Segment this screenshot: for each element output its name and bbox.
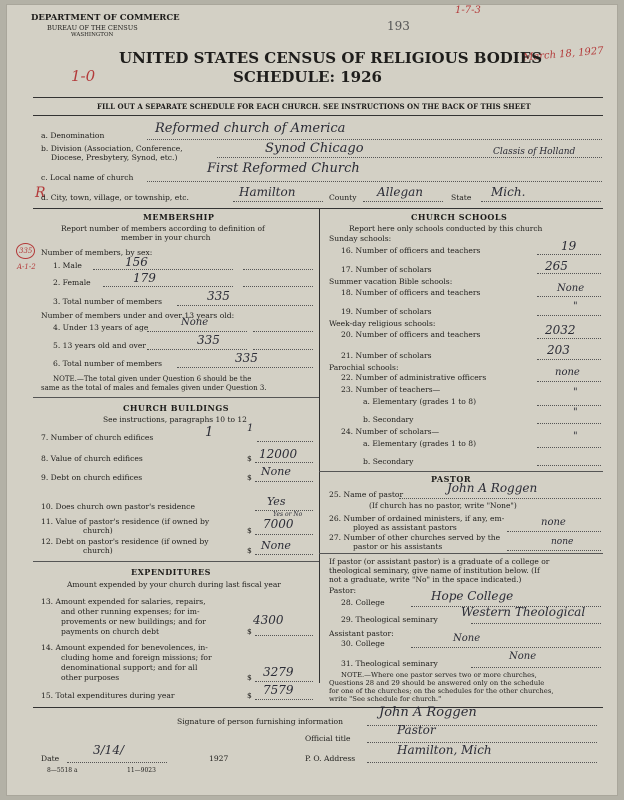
- dollar-sign-9: $: [247, 473, 252, 482]
- census-form: [6, 4, 618, 796]
- expense-15-label: 15. Total expenditures during year: [41, 691, 175, 700]
- edifices-mark: 1: [247, 423, 254, 434]
- q24-label: 24. Number of scholars—: [341, 427, 440, 436]
- assistant-pastor-label: Assistant pastor:: [329, 629, 394, 638]
- membership-note-2: same as the total of males and females given under Question 3.: [41, 384, 267, 392]
- official-title-value: Pastor: [397, 723, 436, 737]
- q21-value: 203: [547, 343, 570, 357]
- county-label: County: [329, 193, 357, 202]
- pastor-note-2: Questions 28 and 29 should be answered only on the schedule: [329, 679, 545, 687]
- summer-schools-label: Summer vacation Bible schools:: [329, 277, 453, 286]
- q31-value: None: [509, 651, 537, 662]
- graduate-note-3: not a graduate, write "No" in the space indicated.): [329, 575, 522, 584]
- church-value-label: 8. Value of church edifices: [41, 454, 143, 463]
- expense-14-l2: cluding home and foreign missions; for: [61, 653, 212, 662]
- q23b-value: ": [573, 407, 578, 418]
- q27-label: 27. Number of other churches served by the: [329, 533, 501, 542]
- schedule-title: SCHEDULE: 1926: [233, 68, 382, 86]
- circled-sub: A-1-2: [17, 263, 36, 271]
- buildings-instr: See instructions, paragraphs 10 to 12: [103, 415, 247, 424]
- graduate-note-2: theological seminary, give name of institution below. (If: [329, 566, 540, 575]
- q23a-value: ": [573, 387, 578, 398]
- expense-15-value: 7579: [263, 683, 294, 697]
- schools-intro: Report here only schools conducted by this church: [349, 224, 543, 233]
- state-label: State: [451, 193, 472, 202]
- q28-value: Hope College: [431, 589, 514, 603]
- female-value: 179: [133, 271, 156, 285]
- date-value: 3/14/: [93, 743, 124, 757]
- county-value: Allegan: [377, 185, 424, 199]
- over-13-value: 335: [197, 333, 220, 347]
- q22-value: none: [555, 367, 580, 378]
- q23b-label: b. Secondary: [363, 415, 414, 424]
- membership-note-1: NOTE.—The total given under Question 6 should be the: [53, 375, 252, 383]
- q24a-label: a. Elementary (grades 1 to 8): [363, 439, 477, 448]
- po-address-value: Hamilton, Mich: [397, 743, 492, 757]
- parsonage-note: Yes or No: [273, 511, 303, 518]
- q23a-label: a. Elementary (grades 1 to 8): [363, 397, 477, 406]
- division-label: b. Division (Association, Conference,: [41, 144, 183, 153]
- city-label-field: d. City, town, village, or township, etc.: [41, 193, 189, 202]
- q31-label: 31. Theological seminary: [341, 659, 438, 668]
- form-title: UNITED STATES CENSUS OF RELIGIOUS BODIES: [119, 49, 543, 67]
- q24b-label: b. Secondary: [363, 457, 414, 466]
- state-value: Mich.: [491, 185, 526, 199]
- circled-note: 335: [16, 243, 35, 259]
- under-13-value: None: [181, 317, 209, 328]
- bureau-label: BUREAU OF THE CENSUS: [47, 24, 138, 32]
- q30-value: None: [453, 633, 481, 644]
- instruction-line: FILL OUT A SEPARATE SCHEDULE FOR EACH CHURCH. SEE INSTRUCTIONS ON THE BACK OF THIS SHEET: [97, 102, 531, 111]
- schools-heading: CHURCH SCHOOLS: [411, 212, 508, 222]
- parsonage-label: 10. Does church own pastor's residence: [41, 502, 195, 511]
- q27-value: none: [551, 537, 574, 547]
- q20-value: 2032: [545, 323, 576, 337]
- form-number: 193: [387, 19, 410, 33]
- debt-value: None: [261, 465, 291, 478]
- parsonage-value-label-2: church): [83, 526, 113, 535]
- city-value: Hamilton: [239, 185, 296, 199]
- q16-value: 19: [561, 239, 577, 253]
- membership-heading: MEMBERSHIP: [143, 212, 215, 222]
- over-13-label: 5. 13 years old and over: [53, 341, 146, 350]
- q29-label: 29. Theological seminary: [341, 615, 438, 624]
- dollar-sign-13: $: [247, 627, 252, 636]
- pastor-note-3: for one of the churches; on the schedules for the other churches,: [329, 687, 554, 695]
- expense-14-l4: other purposes: [61, 673, 120, 682]
- total-members-6-label: 6. Total number of members: [53, 359, 163, 368]
- dollar-sign-8: $: [247, 454, 252, 463]
- margin-mark: 1-0: [71, 67, 96, 85]
- dollar-sign-11: $: [247, 526, 252, 535]
- q26-label: 26. Number of ordained ministers, if any, em-: [329, 514, 505, 523]
- expense-13-l1: 13. Amount expended for salaries, repairs,: [41, 597, 206, 606]
- q28-label: 28. College: [341, 598, 385, 607]
- denomination-value: Reformed church of America: [155, 121, 346, 136]
- buildings-heading: CHURCH BUILDINGS: [123, 403, 229, 413]
- parsonage-debt-label: 12. Debt on pastor's residence (if owned by: [41, 537, 209, 546]
- pastor-note-4: write "See schedule for church.": [329, 695, 442, 703]
- total-members-value: 335: [207, 289, 230, 303]
- q19-value: ": [573, 301, 578, 312]
- pastor-heading: PASTOR: [431, 474, 471, 484]
- po-address-label: P. O. Address: [305, 754, 356, 763]
- church-name-label: c. Local name of church: [41, 173, 134, 182]
- q30-label: 30. College: [341, 639, 385, 648]
- q27-label-2: pastor or his assistants: [353, 542, 443, 551]
- edifices-label: 7. Number of church edifices: [41, 433, 154, 442]
- expense-13-l2: and other running expenses; for im-: [61, 607, 200, 616]
- members-by-sex-label: Number of members, by sex:: [41, 248, 153, 257]
- dollar-sign-12: $: [247, 546, 252, 555]
- male-value: 156: [125, 255, 148, 269]
- pastor-note-1: NOTE.—Where one pastor serves two or more churches,: [341, 671, 537, 679]
- church-value-value: 12000: [259, 447, 298, 461]
- form-code-2: 11—9023: [127, 767, 156, 774]
- pastor-sub-label: Pastor:: [329, 586, 357, 595]
- q29-value: Western Theological: [461, 605, 586, 619]
- q18-value: None: [557, 283, 585, 294]
- q25-label: 25. Name of pastor: [329, 490, 404, 499]
- q26-value: none: [541, 517, 566, 528]
- city-label: WASHINGTON: [71, 32, 114, 38]
- expense-13-value: 4300: [253, 613, 284, 627]
- q21-label: 21. Number of scholars: [341, 351, 432, 360]
- signature-label: Signature of person furnishing information: [177, 717, 343, 726]
- official-title-label: Official title: [305, 734, 351, 743]
- q16-label: 16. Number of officers and teachers: [341, 246, 481, 255]
- parsonage-debt-label-2: church): [83, 546, 113, 555]
- q17-value: 265: [545, 259, 568, 273]
- church-name-value: First Reformed Church: [207, 161, 360, 176]
- date-label: Date: [41, 754, 60, 763]
- expense-14-value: 3279: [263, 665, 294, 679]
- division-label-2: Diocese, Presbytery, Synod, etc.): [51, 153, 178, 162]
- form-code: 8—5518 a: [47, 767, 78, 774]
- total-members-6-value: 335: [235, 351, 258, 365]
- under-13-label: 4. Under 13 years of age: [53, 323, 149, 332]
- dollar-sign-14: $: [247, 673, 252, 682]
- denomination-label: a. Denomination: [41, 131, 105, 140]
- expenditures-heading: EXPENDITURES: [131, 567, 211, 577]
- parsonage-value-label: 11. Value of pastor's residence (if owned by: [41, 517, 210, 526]
- expense-14-l1: 14. Amount expended for benevolences, in-: [41, 643, 208, 652]
- top-annotation: 1-7-3: [455, 5, 481, 16]
- weekday-schools-label: Week-day religious schools:: [329, 319, 436, 328]
- edifices-value: 1: [205, 425, 214, 440]
- expense-14-l3: denominational support; and for all: [61, 663, 198, 672]
- expense-13-l4: payments on church debt: [61, 627, 159, 636]
- q25-value: John A Roggen: [447, 481, 538, 495]
- parochial-schools-label: Parochial schools:: [329, 363, 399, 372]
- margin-r: R: [35, 185, 46, 201]
- signature-value: John A Roggen: [379, 705, 477, 720]
- sunday-schools-label: Sunday schools:: [329, 234, 392, 243]
- debt-label: 9. Debt on church edifices: [41, 473, 143, 482]
- graduate-note-1: If pastor (or assistant pastor) is a graduate of a college or: [329, 557, 550, 566]
- q19-label: 19. Number of scholars: [341, 307, 432, 316]
- members-under-over-label: Number of members under and over 13 years old:: [41, 311, 235, 320]
- q18-label: 18. Number of officers and teachers: [341, 288, 481, 297]
- q26-label-2: ployed as assistant pastors: [353, 523, 457, 532]
- year-label: 1927: [209, 754, 229, 763]
- q20-label: 20. Number of officers and teachers: [341, 330, 481, 339]
- q22-label: 22. Number of administrative officers: [341, 373, 487, 382]
- department-label: DEPARTMENT OF COMMERCE: [31, 13, 180, 23]
- division-note: Classis of Holland: [493, 147, 576, 157]
- expense-13-l3: provements or new buildings; and for: [61, 617, 206, 626]
- parsonage-debt-value: None: [261, 539, 291, 552]
- expenditures-intro: Amount expended by your church during last fiscal year: [67, 580, 281, 589]
- membership-intro-2: member in your church: [121, 233, 211, 242]
- male-label: 1. Male: [53, 261, 82, 270]
- q17-label: 17. Number of scholars: [341, 265, 432, 274]
- q24a-value: ": [573, 431, 578, 442]
- female-label: 2. Female: [53, 278, 91, 287]
- received-date: March 18, 1927: [522, 45, 605, 64]
- dollar-sign-15: $: [247, 691, 252, 700]
- q25-note: (If church has no pastor, write "None"): [369, 501, 517, 510]
- membership-intro-1: Report number of members according to definition of: [61, 224, 265, 233]
- parsonage-amount: 7000: [263, 517, 294, 531]
- q23-label: 23. Number of teachers—: [341, 385, 441, 394]
- division-value: Synod Chicago: [265, 141, 364, 156]
- total-members-label: 3. Total number of members: [53, 297, 163, 306]
- parsonage-value: Yes: [267, 495, 286, 508]
